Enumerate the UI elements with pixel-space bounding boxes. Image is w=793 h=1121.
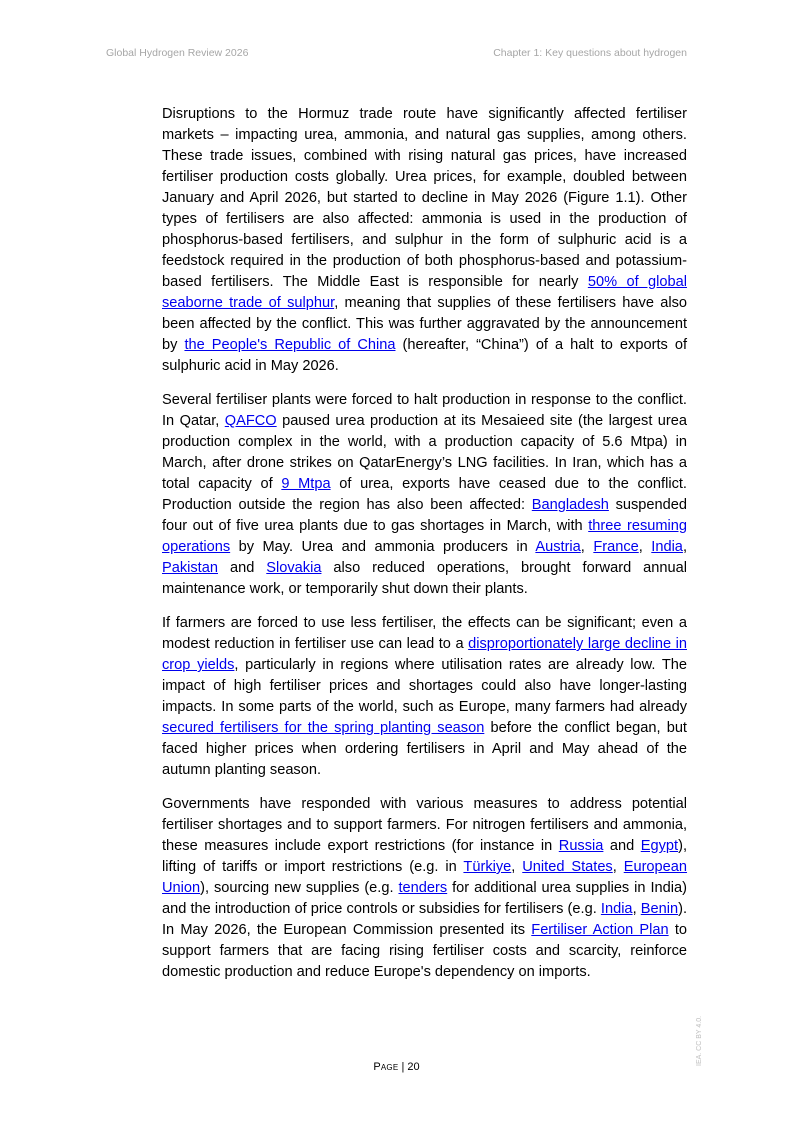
text-run: and [217,560,267,576]
text-run: to support farmers that are facing rising fertiliser costs and scarcity, reinforce domestic production and reduce Europe's dependency on imports. [162,922,687,980]
license-note: IEA. CC BY 4.0. [696,1015,703,1066]
link-slovakia[interactable]: Slovakia [266,560,322,576]
paragraph-plant-halts [162,390,687,600]
page-separator: | [398,1061,408,1073]
text-run: and [603,838,641,854]
paragraph-hormuz-disruption [162,104,687,377]
link-india[interactable]: India [651,539,683,555]
page-number: 20 [407,1061,420,1073]
text-run: , meaning that supplies of these fertilisers have also been affected by the conflict. This was further aggravated by the announcement by [162,295,688,353]
link-france[interactable]: France [593,539,639,555]
text-run: , [632,901,641,917]
text-run: , [682,539,687,555]
text-run: for additional urea supplies in India) and the introduction of price controls or subsidies for fertilisers (e.g. [162,880,687,917]
link-spring-planting-season[interactable]: secured fertilisers for the spring planting season [162,720,485,736]
text-run: ), sourcing new supplies (e.g. [200,880,399,896]
link-india-subsidies[interactable]: India [600,901,633,917]
text-run: before the conflict began, but faced higher prices when ordering fertilisers in April and May ahead of the autumn planting season. [162,720,687,778]
paragraph-crop-impacts [162,613,687,781]
link-crop-yields[interactable]: disproportionately large decline in crop yields [162,636,687,673]
text-run: ). In May 2026, the European Commission presented its [162,901,688,938]
running-header-title: Global Hydrogen Review 2026 [106,47,249,59]
running-header-chapter: Chapter 1: Key questions about hydrogen [493,47,687,59]
text-run: by May. Urea and ammonia producers in [230,539,536,555]
link-sulphur-trade[interactable]: 50% of global seaborne trade of sulphur [162,274,687,311]
page-label: Page [373,1061,399,1073]
text-run: , particularly in regions where utilisation rates are already low. The impact of high fertiliser prices and shortages could also have longer-lasting impacts. In some parts of the world, such as Europe, many farmers had already [162,657,688,715]
text-run: , [638,539,652,555]
text-run: of urea, exports have ceased due to the conflict. Production outside the region has also been affected: [162,476,687,513]
link-9-mtpa[interactable]: 9 Mtpa [281,476,331,492]
text-run: (hereafter, “China”) of a halt to exports of sulphuric acid in May 2026. [162,337,687,374]
text-run: , [511,859,523,875]
text-run: also reduced operations, brought forward annual maintenance work, or temporarily shut down their plants. [162,560,687,597]
text-run: suspended four out of five urea plants due to gas shortages in March, with [162,497,688,534]
link-united-states[interactable]: United States [522,859,613,875]
text-run: If farmers are forced to use less fertiliser, the effects can be significant; even a modest reduction in fertiliser use can lead to a [162,615,687,652]
link-egypt[interactable]: Egypt [640,838,679,854]
text-run: Several fertiliser plants were forced to halt production in response to the conflict. In Qatar, [162,392,687,429]
link-austria[interactable]: Austria [535,539,581,555]
text-run: paused urea production at its Mesaieed site (the largest urea production complex in the world, with a production capacity of 5.6 Mtpa) in March, after drone strikes on QatarEnergy’s LNG facilities. In Iran, which has a total capacity of [162,413,687,492]
link-russia[interactable]: Russia [558,838,604,854]
link-tenders[interactable]: tenders [398,880,448,896]
link-qafco[interactable]: QAFCO [224,413,277,429]
link-benin[interactable]: Benin [640,901,679,917]
link-china[interactable]: the People's Republic of China [184,337,396,353]
link-fertiliser-action-plan[interactable]: Fertiliser Action Plan [531,922,669,938]
link-pakistan[interactable]: Pakistan [162,560,218,576]
text-run: ), lifting of tariffs or import restrictions (e.g. in [162,838,687,875]
link-bangladesh[interactable]: Bangladesh [531,497,609,513]
link-three-resuming-operations[interactable]: three resuming operations [162,518,688,555]
text-run: , [612,859,624,875]
body-text [162,104,687,996]
text-run: Disruptions to the Hormuz trade route have significantly affected fertiliser markets – impacting urea, ammonia, and natural gas supplies, among others. These trade issues, combined with rising natural gas prices, have increased fertiliser production costs globally. Urea prices, for example, doubled between January and April 2026, but started to decline in May 2026 (Figure 1.1). Other types of fertilisers are also affected: ammonia is used in the production of phosphorus-based fertilisers, and sulphur in the form of sulphuric acid is a feedstock required in the production of both phosphorus-based and potassium-based fertilisers. The Middle East is responsible for nearly [162,106,687,290]
text-run: , [580,539,594,555]
paragraph-government-measures [162,794,687,983]
link-turkiye[interactable]: Türkiye [463,859,512,875]
link-european-union[interactable]: European Union [162,859,688,896]
text-run: Governments have responded with various measures to address potential fertiliser shortages and to support farmers. For nitrogen fertilisers and ammonia, these measures include export restrictions (for instance in [162,796,687,854]
page-footer [0,1061,793,1073]
